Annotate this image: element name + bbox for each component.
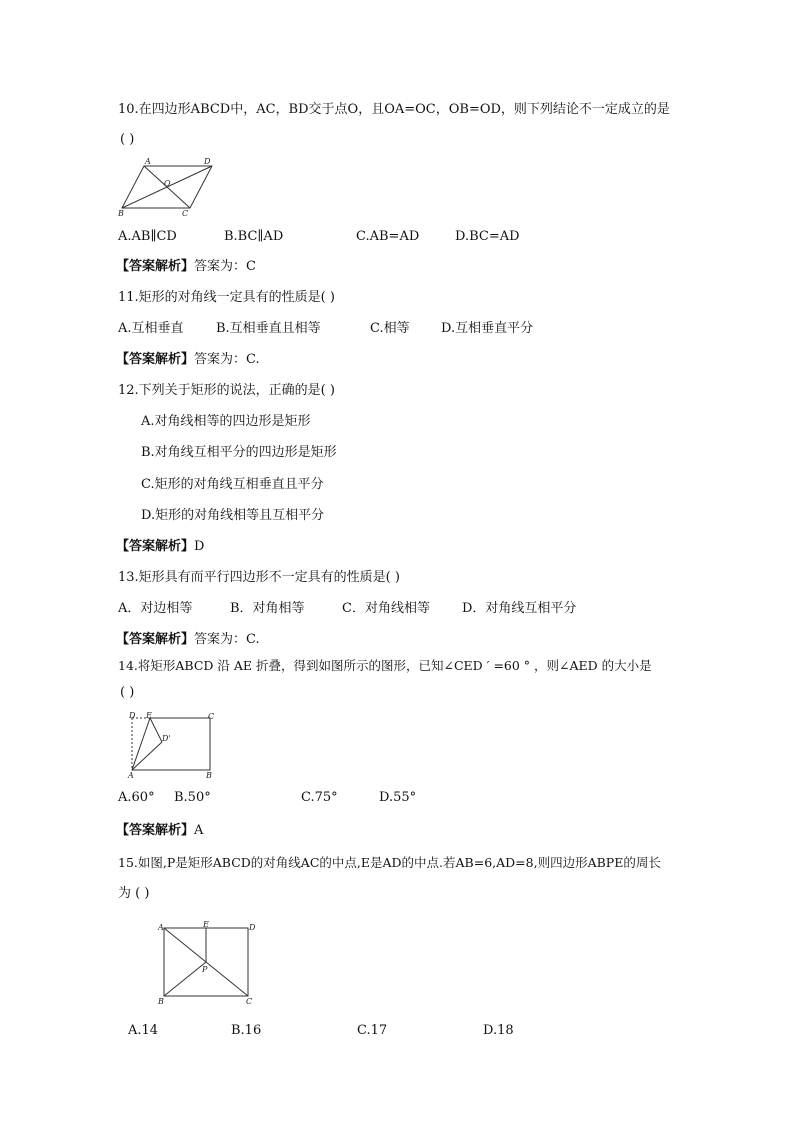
q13-option-a: A．对边相等 (118, 601, 193, 616)
q10-label-a: A (145, 157, 151, 166)
q15-option-b: B.16 (231, 1023, 262, 1038)
q15-stem: 15.如图,P是矩形ABCD的对角线AC的中点,E是AD的中点.若AB=6,AD=8,则四边形ABPE的周长 (118, 855, 661, 870)
q12-option-a: A.对角线相等的四边形是矩形 (141, 414, 311, 429)
q15-stem-continuation: 为 ( ) (118, 886, 150, 901)
q14-label-c: C (208, 712, 215, 721)
q10-label-c: C (182, 209, 189, 218)
q10-answer-tag: 【答案解析】 (116, 259, 195, 274)
q14-option-d: D.55° (379, 790, 417, 805)
q15-label-e: E (203, 920, 209, 929)
q15-rectangle-figure (154, 920, 264, 1008)
q11-option-d: D.互相垂直平分 (441, 321, 534, 336)
q12-answer-text: D (194, 539, 205, 554)
q14-answer-text: A (194, 823, 204, 838)
q14-option-a: A.60° (118, 790, 155, 805)
q11-answer-text: 答案为：C. (194, 352, 260, 367)
q11-option-a: A.互相垂直 (118, 321, 184, 336)
q14-label-e: E (146, 711, 152, 720)
q14-label-d-prime: D' (162, 734, 171, 743)
q10-option-a: A.AB∥CD (118, 229, 177, 244)
q10-label-o: O (164, 179, 171, 188)
q15-label-d: D (249, 923, 256, 932)
q12-option-d: D.矩形的对角线相等且互相平分 (141, 508, 325, 523)
q13-answer (116, 632, 260, 648)
q11-stem: 11.矩形的对角线一定具有的性质是( ) (118, 290, 335, 305)
q10-stem: 10.在四边形ABCD中，AC，BD交于点O，且OA=OC，OB=OD，则下列结论不一定成立的是 (118, 102, 670, 117)
q10-option-c: C.AB=AD (356, 229, 420, 244)
q10-answer (116, 259, 256, 275)
q12-option-c: C.矩形的对角线互相垂直且平分 (141, 477, 324, 492)
q10-option-b: B.BC∥AD (224, 229, 284, 244)
q11-option-b: B.互相垂直且相等 (216, 321, 321, 336)
q14-answer-tag: 【答案解析】 (116, 823, 195, 838)
q14-option-b: B.50° (174, 790, 211, 805)
q15-label-c: C (246, 997, 253, 1006)
q14-option-c: C.75° (301, 790, 338, 805)
q10-answer-text: 答案为：C (194, 259, 256, 274)
q15-label-b: B (158, 997, 164, 1006)
q15-option-a: A.14 (128, 1023, 159, 1038)
q15-option-c: C.17 (357, 1023, 388, 1038)
q12-answer (116, 539, 204, 555)
q13-answer-text: 答案为：C. (194, 632, 260, 647)
q12-stem: 12.下列关于矩形的说法，正确的是( ) (118, 383, 335, 398)
q10-label-b: B (118, 209, 124, 218)
q10-label-d: D (204, 157, 211, 166)
q11-option-c: C.相等 (370, 321, 410, 336)
q14-stem: 14.将矩形ABCD 沿 AE 折叠，得到如图所示的图形，已知∠CED ′ =60 ° ，则∠AED 的大小是 (118, 658, 652, 673)
q15-option-d: D.18 (483, 1023, 514, 1038)
q15-label-p: P (202, 965, 208, 974)
q12-option-b: B.对角线互相平分的四边形是矩形 (141, 445, 337, 460)
q11-answer-tag: 【答案解析】 (116, 352, 195, 367)
q12-answer-tag: 【答案解析】 (116, 539, 195, 554)
q14-answer (116, 823, 203, 839)
q14-label-b: B (206, 771, 212, 780)
q15-label-a: A (158, 923, 164, 932)
q13-stem: 13.矩形具有而平行四边形不一定具有的性质是( ) (118, 570, 400, 585)
q14-label-a: A (128, 771, 134, 780)
q14-label-d: D (129, 711, 136, 720)
q13-answer-tag: 【答案解析】 (116, 632, 195, 647)
q14-answer-paren: ( ) (120, 685, 135, 700)
q13-option-b: B．对角相等 (230, 601, 305, 616)
q13-option-d: D．对角线互相平分 (462, 601, 577, 616)
q13-option-c: C．对角线相等 (342, 601, 430, 616)
q10-answer-paren: ( ) (120, 132, 135, 147)
q10-option-d: D.BC=AD (455, 229, 520, 244)
q14-folded-rectangle-figure (120, 710, 220, 780)
q11-answer (116, 352, 260, 368)
q10-parallelogram-figure (114, 156, 224, 220)
